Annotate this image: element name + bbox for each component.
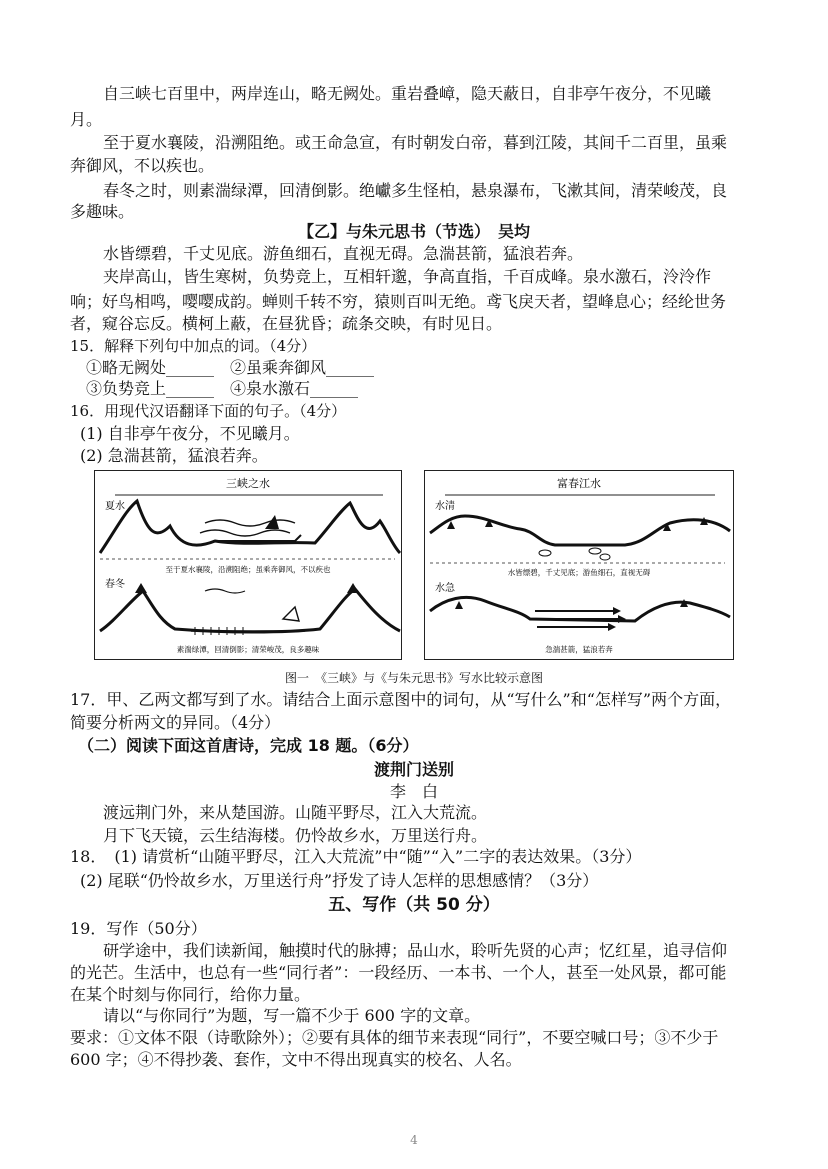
q19-requirements-line2: 600 字；④不得抄袭、套作，文中不得出现真实的校名、人名。 — [70, 1050, 522, 1069]
figure-right-title: 富春江水 — [557, 477, 601, 490]
jia-p2-line2: 奔御风，不以疾也。 — [70, 156, 215, 175]
jia-p3-line2: 多趣味。 — [70, 202, 135, 221]
figure-right-fast-caption: 急湍甚箭，猛浪若奔 — [545, 645, 613, 654]
figure-left-winter-label: 春冬 — [105, 579, 125, 590]
yi-p2-line2: 响；好鸟相鸣，嘤嘤成韵。蝉则千转不穷，猿则百叫无绝。鸢飞戾天者，望峰息心；经纶世务 — [70, 292, 727, 311]
figure-left-winter-caption: 素湍绿潭，回清倒影；清荣峻茂，良多趣味 — [176, 645, 320, 654]
q15-row1: ①略无阙处______ ②虽乘奔御风______ — [86, 358, 375, 377]
yi-title: 【乙】与朱元思书（节选） 吴均 — [297, 222, 530, 241]
q19-line3: 在某个时刻与你同行，给你力量。 — [70, 985, 311, 1004]
figure-caption: 图一 《三峡》与《与朱元思书》写水比较示意图 — [284, 671, 543, 685]
q19-line2: 的光芒。生活中，也总有一些“同行者”：一段经历、一本书、一个人，甚至一处风景，都可能 — [70, 963, 727, 982]
figure-sanxia-panel — [94, 470, 402, 660]
figure-right-clear-caption: 水皆缥碧，千丈见底；游鱼细石，直视无碍 — [507, 568, 651, 577]
q16-item2: (2) 急湍甚箭，猛浪若奔。 — [80, 446, 268, 465]
yi-p1: 水皆缥碧，千丈见底。游鱼细石，直视无碍。急湍甚箭，猛浪若奔。 — [103, 244, 584, 263]
section-two-heading: （二）阅读下面这首唐诗，完成 18 题。（6分） — [78, 736, 419, 755]
poem-line1: 渡远荆门外，来从楚国游。山随平野尽，江入大荒流。 — [103, 803, 488, 822]
yi-p2-line3: 者，窥谷忘反。横柯上蔽，在昼犹昏；疏条交映，有时见日。 — [70, 314, 503, 333]
jia-p3-line1: 春冬之时，则素湍绿潭，回清倒影。绝巘多生怪柏，悬泉瀑布，飞漱其间，清荣峻茂，良 — [103, 181, 728, 200]
figure-left-summer-label: 夏水 — [105, 501, 125, 512]
poem-line2: 月下飞天镜，云生结海楼。仍怜故乡水，万里送行舟。 — [103, 826, 488, 845]
q15-row2: ③负势竞上______ ④泉水激石______ — [86, 379, 359, 398]
page-number: 4 — [410, 1133, 418, 1147]
q19-line1: 研学途中，我们读新闻，触摸时代的脉搏；品山水，聆听先贤的心声；忆红星，追寻信仰 — [103, 941, 728, 960]
figure-fuchun-panel — [424, 470, 734, 660]
jia-p1-line1: 自三峡七百里中，两岸连山，略无阙处。重岩叠嶂，隐天蔽日，自非亭午夜分，不见曦 — [103, 84, 712, 103]
figure-right-clear-label: 水清 — [435, 501, 455, 512]
q16-stem: 16．用现代汉语翻译下面的句子。（4分） — [70, 402, 347, 420]
q19-requirements-line1: 要求：①文体不限（诗歌除外）；②要有具体的细节来表现“同行”，不要空喊口号；③不少于 — [70, 1028, 719, 1047]
figure-right-fast-label: 水急 — [435, 583, 455, 594]
q19-line4: 请以“与你同行”为题，写一篇不少于 600 字的文章。 — [103, 1006, 481, 1025]
q17-line1: 17．甲、乙两文都写到了水。请结合上面示意图中的词句，从“写什么”和“怎样写”两个方面， — [70, 690, 732, 709]
yi-p2-line1: 夹岸高山，皆生寒树，负势竞上，互相轩邈，争高直指，千百成峰。泉水激石，泠泠作 — [103, 267, 712, 286]
poem-title: 渡荆门送别 — [373, 760, 454, 779]
q17-line2: 简要分析两文的异同。（4分） — [70, 713, 281, 732]
q15-stem: 15．解释下列句中加点的词。（4分） — [70, 337, 317, 355]
poem-author: 李 白 — [389, 782, 438, 801]
q19-stem: 19．写作（50分） — [70, 919, 207, 938]
q16-item1: (1) 自非亭午夜分，不见曦月。 — [80, 424, 300, 443]
figure-left-title: 三峡之水 — [226, 477, 270, 490]
q18-item1: 18． (1) 请赏析“山随平野尽，江入大荒流”中“随”“入”二字的表达效果。（3分） — [70, 847, 642, 866]
jia-p1-line2: 月。 — [70, 110, 103, 129]
jia-p2-line1: 至于夏水襄陵，沿溯阻绝。或王命急宣，有时朝发白帝，暮到江陵，其间千二百里，虽乘 — [103, 133, 728, 152]
section-five-heading: 五、写作（共 50 分） — [328, 895, 500, 915]
q18-item2: (2) 尾联“仍怜故乡水，万里送行舟”抒发了诗人怎样的思想感情？（3分） — [80, 871, 599, 890]
figure-left-summer-caption: 至于夏水襄陵，沿溯阻绝；虽乘奔御风，不以疾也 — [165, 565, 331, 574]
